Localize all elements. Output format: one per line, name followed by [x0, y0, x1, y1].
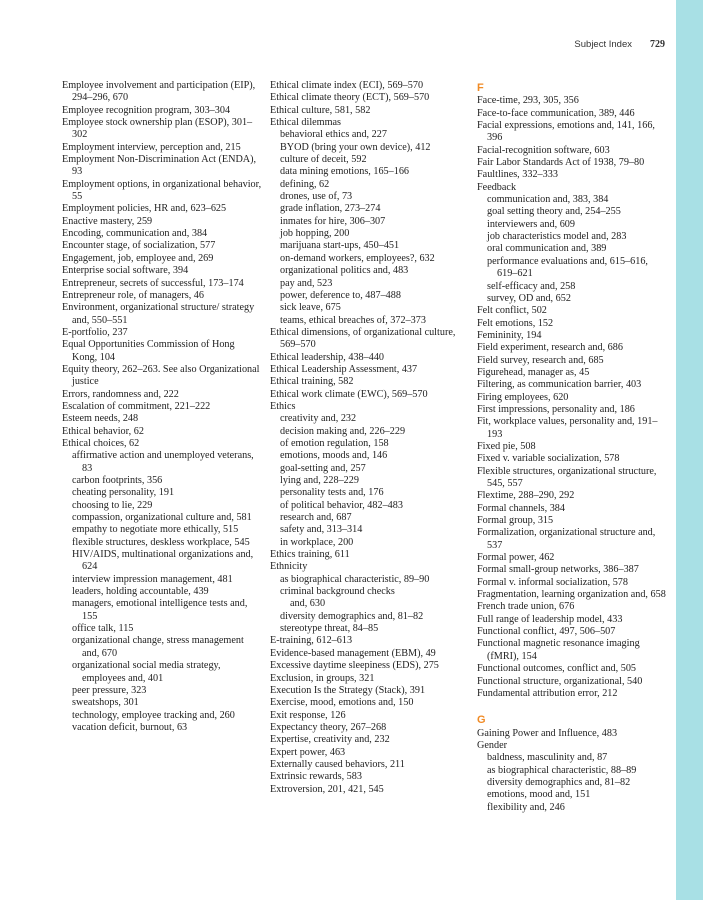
index-entry: Fixed v. variable socialization, 578 — [477, 453, 620, 465]
index-subentry: sweatshops, 301 — [72, 697, 139, 709]
index-subentry: teams, ethical breaches of, 372–373 — [280, 314, 426, 326]
index-entry: Feedback — [477, 181, 517, 193]
index-entry: Functional structure, organizational, 540 — [477, 675, 643, 687]
index-entry: Encoding, communication and, 384 — [62, 228, 208, 240]
index-subentry: power, deference to, 487–488 — [280, 289, 401, 301]
index-entry: Ethical Leadership Assessment, 437 — [270, 363, 418, 375]
index-subentry: carbon footprints, 356 — [72, 475, 163, 486]
index-subentry: survey, OD and, 652 — [487, 292, 571, 304]
index-subentry: managers, emotional intelligence tests and, 155 — [72, 598, 248, 622]
index-entry: Evidence-based management (EBM), 49 — [270, 647, 436, 659]
index-subentry: job hopping, 200 — [280, 228, 350, 240]
index-entry: Execution Is the Strategy (Stack), 391 — [270, 684, 426, 696]
index-subentry: of emotion regulation, 158 — [280, 437, 389, 449]
index-entry: Field survey, research and, 685 — [477, 354, 604, 366]
index-entry: Flexible structures, organizational structure, 545, 557 — [477, 465, 657, 489]
index-column-1 — [62, 80, 262, 734]
index-subentry: empathy to negotiate more ethically, 515 — [72, 524, 239, 536]
index-subentry: technology, employee tracking and, 260 — [72, 709, 235, 721]
index-entry: Equal Opportunities Commission of Hong Kong, 104 — [62, 339, 235, 363]
index-subentry: decision making and, 226–229 — [280, 425, 406, 437]
index-entry: Ethical behavior, 62 — [62, 425, 144, 437]
index-subentry: safety and, 313–314 — [280, 524, 363, 536]
index-subentry: BYOD (bring your own device), 412 — [280, 141, 431, 153]
index-entry: Employee recognition program, 303–304 — [62, 104, 231, 116]
index-entry: Formal group, 315 — [477, 515, 554, 527]
index-entry: Fragmentation, learning organization and, 658 — [477, 589, 666, 601]
index-subentry: choosing to lie, 229 — [72, 499, 153, 511]
index-subentry: in workplace, 200 — [280, 536, 354, 548]
index-subentry: job characteristics model and, 283 — [487, 231, 627, 243]
index-entry: Ethical dilemmas — [270, 117, 342, 129]
index-subentry: of political behavior, 482–483 — [280, 499, 403, 511]
index-subentry: office talk, 115 — [72, 623, 134, 635]
index-entry: Enterprise social software, 394 — [62, 265, 189, 277]
index-subentry: defining, 62 — [280, 178, 330, 190]
index-entry: Employment interview, perception and, 215 — [62, 141, 241, 153]
index-entry: Expert power, 463 — [270, 746, 346, 758]
section-letter-f: F — [477, 82, 484, 94]
index-entry: Engagement, job, employee and, 269 — [62, 252, 214, 264]
index-entry: Esteem needs, 248 — [62, 413, 139, 425]
index-subentry: interview impression management, 481 — [72, 573, 233, 585]
index-entry: Ethical leadership, 438–440 — [270, 351, 385, 363]
index-entry: Full range of leadership model, 433 — [477, 613, 623, 625]
index-subentry: stereotype threat, 84–85 — [280, 623, 379, 635]
index-subentry: flexible structures, deskless workplace, 545 — [72, 536, 250, 548]
index-subentry: sick leave, 675 — [280, 302, 341, 314]
index-entry: Ethical work climate (EWC), 569–570 — [270, 388, 428, 400]
index-subentry: marijuana start-ups, 450–451 — [280, 240, 400, 252]
index-subentry: goal setting theory and, 254–255 — [487, 206, 621, 218]
index-entry: Employee involvement and participation (EIP), 294–296, 670 — [62, 80, 256, 104]
index-entry: Exclusion, in groups, 321 — [270, 672, 375, 684]
index-entry: Ethical choices, 62 — [62, 437, 140, 449]
index-subentry: as biographical characteristic, 89–90 — [280, 573, 430, 585]
index-entry: Errors, randomness and, 222 — [62, 388, 179, 400]
index-subentry: communication and, 383, 384 — [487, 194, 609, 206]
index-entry: Fair Labor Standards Act of 1938, 79–80 — [477, 157, 645, 169]
index-entry: Felt emotions, 152 — [477, 317, 554, 329]
index-subentry: behavioral ethics and, 227 — [280, 129, 387, 141]
index-entry: Employment Non-Discrimination Act (ENDA), 93 — [62, 154, 257, 178]
running-header — [574, 39, 665, 50]
index-entry: Formalization, organizational structure and, 537 — [477, 527, 656, 551]
index-subentry: goal-setting and, 257 — [280, 462, 366, 474]
index-entry: Excessive daytime sleepiness (EDS), 275 — [270, 660, 439, 672]
side-color-tab — [676, 0, 703, 900]
index-entry: Externally caused behaviors, 211 — [270, 758, 405, 770]
index-subentry: lying and, 228–229 — [280, 475, 359, 486]
index-entry: Firing employees, 620 — [477, 391, 569, 403]
index-entry: Figurehead, manager as, 45 — [477, 366, 590, 378]
index-entry: Functional conflict, 497, 506–507 — [477, 626, 616, 638]
index-subentry: baldness, masculinity and, 87 — [487, 752, 608, 764]
index-column-3 — [477, 80, 667, 814]
index-subentry: on-demand workers, employees?, 632 — [280, 252, 435, 264]
index-subentry: and, 630 — [290, 598, 326, 610]
index-entry: Extroversion, 201, 421, 545 — [270, 783, 384, 795]
index-entry: Ethical dimensions, of organizational culture, 569–570 — [270, 326, 456, 351]
index-subentry: pay and, 523 — [280, 277, 333, 289]
index-entry: Employee stock ownership plan (ESOP), 301–302 — [62, 117, 253, 141]
index-entry: Extrinsic rewards, 583 — [270, 771, 362, 783]
index-entry: Exit response, 126 — [270, 709, 346, 721]
index-subentry: emotions, mood and, 151 — [487, 789, 591, 801]
index-entry: Femininity, 194 — [477, 329, 542, 341]
index-subentry: organizational change, stress management and, 670 — [72, 635, 244, 659]
index-subentry: drones, use of, 73 — [280, 191, 353, 203]
index-subentry: cheating personality, 191 — [72, 487, 175, 499]
index-entry: Ethics training, 611 — [270, 549, 350, 561]
index-subentry: compassion, organizational culture and, 581 — [72, 512, 252, 524]
index-entry: Ethical climate index (ECI), 569–570 — [270, 80, 424, 91]
index-subentry: diversity demographics and, 81–82 — [280, 610, 424, 622]
index-subentry: peer pressure, 323 — [72, 684, 147, 696]
index-subentry: emotions, moods and, 146 — [280, 450, 388, 462]
index-entry: Formal v. informal socialization, 578 — [477, 576, 628, 588]
index-subentry: affirmative action and unemployed veterans, 83 — [72, 450, 254, 474]
index-entry: Ethics — [270, 400, 296, 412]
index-entry: Facial expressions, emotions and, 141, 166, 396 — [477, 120, 655, 144]
page-number: 729 — [650, 39, 665, 50]
index-subentry: organizational social media strategy, employees and, 401 — [72, 660, 221, 684]
index-subentry: flexibility and, 246 — [487, 801, 565, 813]
index-entry: Functional magnetic resonance imaging (fMRI), 154 — [477, 638, 640, 662]
index-entry: Employment options, in organizational behavior, 55 — [62, 178, 262, 203]
index-entry: Expertise, creativity and, 232 — [270, 734, 390, 746]
index-entry: Formal small-group networks, 386–387 — [477, 564, 639, 576]
index-entry: Face-time, 293, 305, 356 — [477, 95, 579, 107]
index-entry: Escalation of commitment, 221–222 — [62, 400, 211, 412]
index-entry: Ethical training, 582 — [270, 376, 354, 388]
index-entry: Field experiment, research and, 686 — [477, 342, 623, 354]
index-entry: Formal channels, 384 — [477, 502, 565, 514]
index-subentry: oral communication and, 389 — [487, 243, 607, 255]
index-entry: Entrepreneur role, of managers, 46 — [62, 289, 204, 301]
index-entry: Formal power, 462 — [477, 552, 555, 564]
index-entry: Flextime, 288–290, 292 — [477, 490, 575, 502]
index-subentry: performance evaluations and, 615–616, 619–621 — [487, 255, 648, 280]
index-subentry: research and, 687 — [280, 512, 352, 524]
index-subentry: culture of deceit, 592 — [280, 154, 367, 166]
index-entry: Felt conflict, 502 — [477, 305, 547, 317]
index-entry: Employment policies, HR and, 623–625 — [62, 203, 227, 215]
index-subentry: HIV/AIDS, multinational organizations and, 624 — [72, 549, 254, 573]
index-entry: Functional outcomes, conflict and, 505 — [477, 663, 637, 675]
index-entry: First impressions, personality and, 186 — [477, 403, 635, 415]
index-subentry: vacation deficit, burnout, 63 — [72, 721, 188, 733]
index-entry: Ethical climate theory (ECT), 569–570 — [270, 92, 430, 104]
index-entry: Fundamental attribution error, 212 — [477, 687, 618, 699]
index-entry: E-training, 612–613 — [270, 635, 353, 647]
index-subentry: personality tests and, 176 — [280, 487, 384, 499]
index-subentry: creativity and, 232 — [280, 413, 357, 425]
index-entry: Environment, organizational structure/ strategy and, 550–551 — [62, 302, 255, 326]
index-entry: Enactive mastery, 259 — [62, 215, 153, 227]
index-entry: Facial-recognition software, 603 — [477, 144, 610, 156]
index-entry: Faultlines, 332–333 — [477, 169, 558, 181]
index-entry: Equity theory, 262–263. See also Organizational justice — [62, 363, 260, 388]
index-entry: Expectancy theory, 267–268 — [270, 721, 387, 733]
index-entry: Encounter stage, of socialization, 577 — [62, 240, 216, 252]
index-entry: Entrepreneur, secrets of successful, 173–174 — [62, 277, 244, 289]
index-entry: Fit, workplace values, personality and, 191–193 — [477, 416, 658, 440]
index-subentry: organizational politics and, 483 — [280, 265, 409, 277]
index-subentry: grade inflation, 273–274 — [280, 203, 381, 215]
index-entry: Gaining Power and Influence, 483 — [477, 727, 618, 739]
index-subentry: criminal background checks — [280, 586, 395, 598]
index-subentry: data mining emotions, 165–166 — [280, 166, 410, 178]
index-entry: E-portfolio, 237 — [62, 326, 128, 338]
index-entry: Ethical culture, 581, 582 — [270, 104, 371, 116]
index-column-2 — [270, 80, 470, 796]
index-entry: Fixed pie, 508 — [477, 440, 536, 452]
index-entry: French trade union, 676 — [477, 601, 575, 613]
index-entry: Exercise, mood, emotions and, 150 — [270, 697, 414, 709]
index-subentry: interviewers and, 609 — [487, 218, 575, 230]
index-entry: Ethnicity — [270, 561, 308, 573]
section-title: Subject Index — [574, 39, 632, 50]
index-subentry: self-efficacy and, 258 — [487, 280, 576, 292]
index-entry: Face-to-face communication, 389, 446 — [477, 107, 635, 119]
index-entry: Filtering, as communication barrier, 403 — [477, 379, 642, 391]
index-subentry: leaders, holding accountable, 439 — [72, 586, 209, 598]
index-subentry: diversity demographics and, 81–82 — [487, 776, 631, 788]
index-subentry: inmates for hire, 306–307 — [280, 215, 386, 227]
index-entry: Gender — [477, 739, 507, 751]
section-letter-g: G — [477, 714, 486, 727]
index-subentry: as biographical characteristic, 88–89 — [487, 764, 637, 776]
